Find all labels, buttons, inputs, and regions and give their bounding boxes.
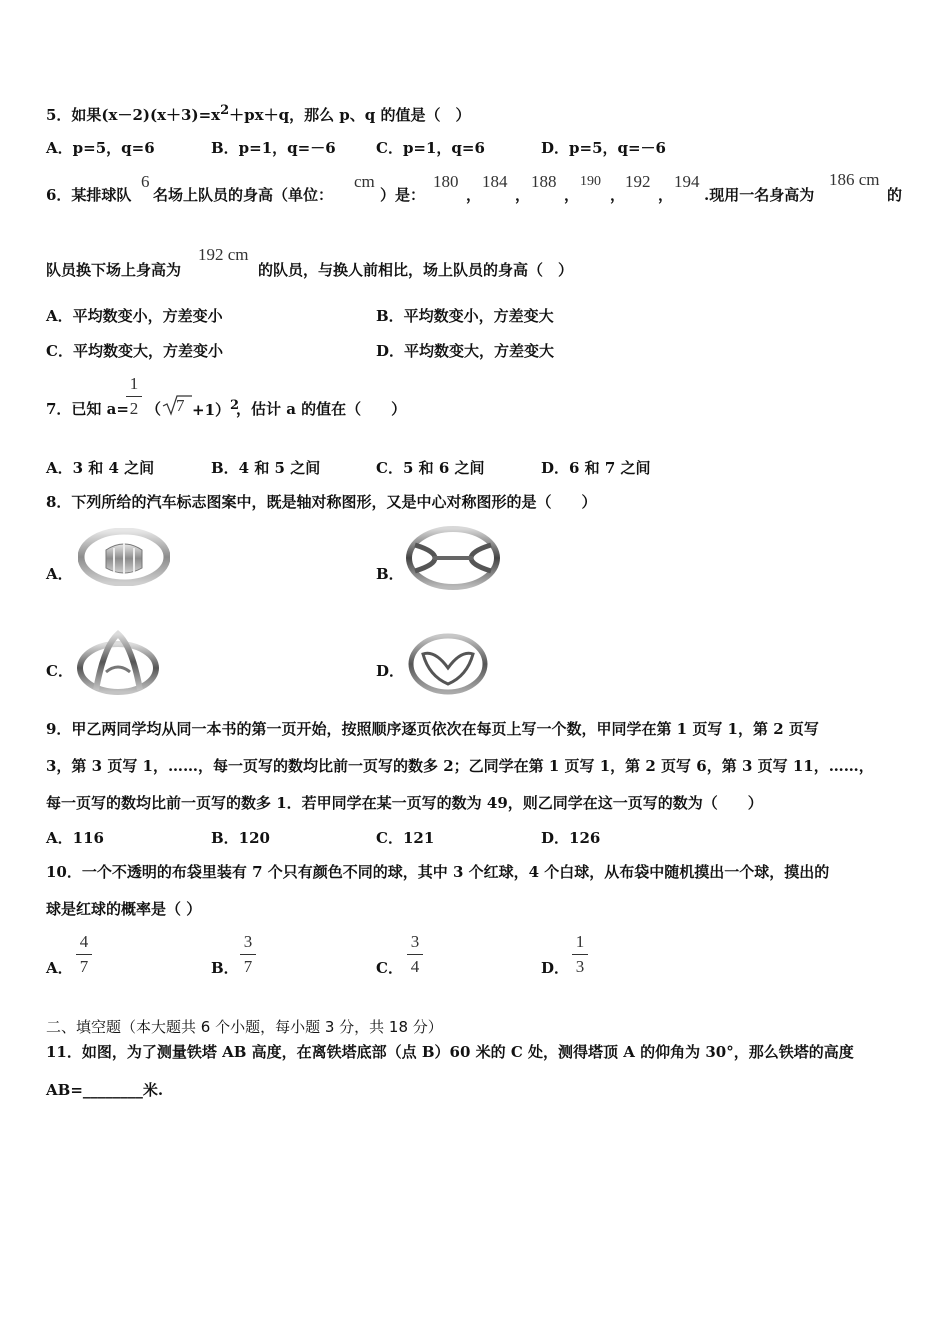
q7-option-d: D．6 和 7 之间 <box>541 459 651 477</box>
q9-option-d: D．126 <box>541 829 601 847</box>
q6-height-in: 186 cm <box>829 170 880 189</box>
q7-option-c: C．5 和 6 之间 <box>376 459 485 477</box>
changan-logo-icon <box>76 628 160 698</box>
q8-label-c: C． <box>46 662 73 680</box>
q7-option-b: B．4 和 5 之间 <box>211 459 321 477</box>
q6-height-2: 184 <box>482 172 508 191</box>
q10-label-c: C． <box>376 959 403 977</box>
q6-sep-1: ， <box>466 186 482 204</box>
q8-label-a: A． <box>46 565 73 583</box>
q7-square: 2 <box>230 398 240 413</box>
q5-stem-suffix: ＋px＋q，那么 p、q 的值是（ ） <box>229 106 471 124</box>
q6-text-2: ）是： <box>380 186 426 204</box>
section-heading: 二、填空题（本大题共 6 个小题，每小题 3 分，共 18 分） <box>46 1018 443 1036</box>
q10-fraction-d-bar <box>572 954 588 955</box>
q6-option-b: B．平均数变小，方差变大 <box>376 307 554 325</box>
q7-radicand: 7 <box>176 396 185 415</box>
q5-stem <box>46 103 471 125</box>
q10-fraction-a-den: 7 <box>79 957 89 976</box>
q6-height-3: 188 <box>531 172 557 191</box>
q5-option-d: D．p=5，q=－6 <box>541 139 666 157</box>
q8-label-b: B． <box>376 565 404 583</box>
q6-sep-2: ， <box>515 186 531 204</box>
great-wall-logo-icon <box>78 528 170 586</box>
q10-label-d: D． <box>541 959 570 977</box>
q6-height-1: 180 <box>433 172 459 191</box>
hino-logo-icon <box>405 525 501 591</box>
q10-label-a: A． <box>46 959 73 977</box>
q10-fraction-a-num: 4 <box>79 932 89 951</box>
q10-fraction-d <box>572 932 588 977</box>
q9-option-b: B．120 <box>211 829 270 847</box>
q7-fraction-bar <box>126 396 142 397</box>
q10-line-1: 10．一个不透明的布袋里装有 7 个只有颜色不同的球，其中 3 个红球，4 个白球，从布袋中随机摸出一个球，摸出的 <box>46 863 830 881</box>
q10-fraction-c-den: 4 <box>410 957 420 976</box>
q5-exponent: 2 <box>220 103 230 118</box>
q6-text-1: 名场上队员的身高（单位： <box>153 186 334 204</box>
q10-fraction-d-den: 3 <box>575 957 585 976</box>
q10-fraction-c-num: 3 <box>410 932 420 951</box>
q6-option-d: D．平均数变大，方差变大 <box>376 342 555 360</box>
q9-line-3: 每一页写的数均比前一页写的数多 1．若甲同学在某一页写的数为 49，则乙同学在这一页写的数为（ ） <box>46 794 763 812</box>
q5-stem-prefix: 5．如果(x－2)(x＋3)=x <box>46 106 221 124</box>
mazda-logo-icon <box>407 632 489 696</box>
q10-fraction-b-num: 3 <box>243 932 253 951</box>
q6-option-a: A．平均数变小，方差变小 <box>46 307 223 325</box>
q6-line2-suffix: 的队员，与换人前相比，场上队员的身高（ ） <box>258 261 574 279</box>
q10-fraction-d-num: 1 <box>575 932 585 951</box>
q10-fraction-c-bar <box>407 954 423 955</box>
q10-fraction-b <box>240 932 256 977</box>
q9-option-a: A．116 <box>46 829 104 847</box>
q7-paren-open: （ <box>146 400 162 418</box>
q6-number: 6．某排球队 <box>46 186 132 204</box>
q5-option-a: A．p=5，q=6 <box>46 139 155 157</box>
q6-team-size: 6 <box>141 172 150 191</box>
q11-line-2: AB=________米. <box>46 1081 164 1099</box>
q6-height-5: 192 <box>625 172 651 191</box>
q7-prefix: 7．已知 a= <box>46 400 129 418</box>
q10-line-2: 球是红球的概率是（ ） <box>46 900 202 918</box>
q6-sep-5: ， <box>658 186 674 204</box>
q6-option-c: C．平均数变大，方差变小 <box>46 342 223 360</box>
q6-height-6: 194 <box>674 172 700 191</box>
q11-line-1: 11．如图，为了测量铁塔 AB 高度，在离铁塔底部（点 B）60 米的 C 处，测得塔顶 A 的仰角为 30°，那么铁塔的高度 <box>46 1043 854 1061</box>
q7-fraction <box>126 374 142 419</box>
q5-option-b: B．p=1，q=－6 <box>211 139 336 157</box>
q7-option-a: A．3 和 4 之间 <box>46 459 155 477</box>
q6-line2-prefix: 队员换下场上身高为 <box>46 261 182 279</box>
q10-fraction-a <box>76 932 92 977</box>
q7-plus-one-text: +1） <box>192 401 231 419</box>
q8-label-d: D． <box>376 662 405 680</box>
q6-sep-4: ， <box>610 186 626 204</box>
q10-fraction-b-bar <box>240 954 256 955</box>
q6-height-4: 190 <box>580 174 601 189</box>
q8-stem: 8．下列所给的汽车标志图案中，既是轴对称图形，又是中心对称图形的是（ ） <box>46 493 597 511</box>
q7-fraction-denominator: 2 <box>129 399 139 418</box>
q10-fraction-c <box>407 932 423 977</box>
q9-option-c: C．121 <box>376 829 435 847</box>
q7-fraction-numerator: 1 <box>129 374 139 393</box>
q6-text-3: .现用一名身高为 <box>704 186 815 204</box>
q5-option-c: C．p=1，q=6 <box>376 139 485 157</box>
q7-plus-one <box>192 398 239 420</box>
q6-height-out: 192 cm <box>198 245 249 264</box>
q7-suffix: ，估计 a 的值在（ ） <box>236 400 407 418</box>
q9-line-2: 3，第 3 页写 1，……，每一页写的数均比前一页写的数多 2；乙同学在第 1 页写 1，第 2 页写 6，第 3 页写 11，……， <box>46 757 874 775</box>
q6-sep-3: ， <box>564 186 580 204</box>
q6-unit: cm <box>354 172 375 191</box>
q10-fraction-a-bar <box>76 954 92 955</box>
q10-label-b: B． <box>211 959 239 977</box>
q9-line-1: 9．甲乙两同学均从同一本书的第一页开始，按照顺序逐页依次在每页上写一个数，甲同学在第 1 页写 1，第 2 页写 <box>46 720 819 738</box>
q10-fraction-b-den: 7 <box>243 957 253 976</box>
q6-text-4: 的 <box>887 186 903 204</box>
